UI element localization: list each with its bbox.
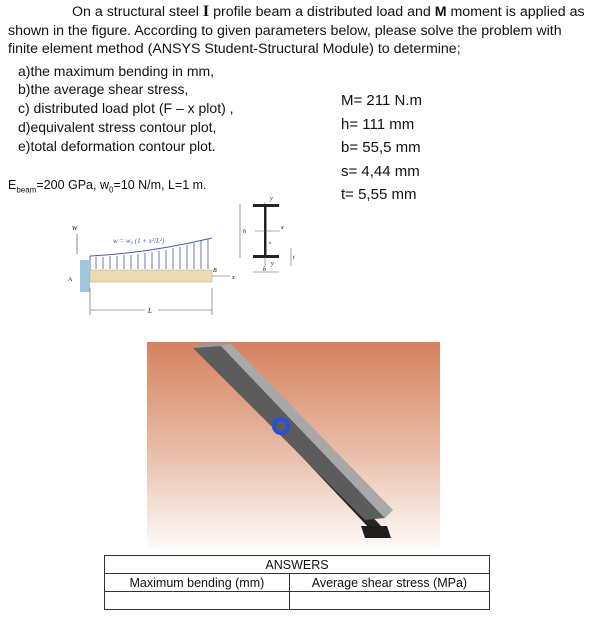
beam-body: [90, 270, 212, 282]
moment-symbol: M: [434, 4, 447, 20]
intro-text: profile beam a distributed load and: [209, 4, 435, 20]
task-item-d: d)equivalent stress contour plot,: [18, 119, 217, 135]
intro-text: On a structural steel: [72, 4, 203, 20]
t-label: t: [293, 255, 295, 261]
e-value: =200 GPa, w: [36, 178, 109, 192]
answers-table: [104, 555, 490, 610]
point-a-label: A: [68, 277, 73, 283]
param-h: h= 111 mm: [341, 115, 415, 133]
h-label: h: [243, 229, 246, 235]
intro-line-2: shown in the figure. According to given parameters below, please solve the problem with: [8, 22, 562, 39]
x-axis-label: x: [232, 275, 235, 281]
e-subscript: beam: [16, 185, 37, 195]
param-moment: M= 211 N.m: [341, 92, 422, 109]
task-item-b: b)the average shear stress,: [18, 81, 189, 97]
problem-statement: [8, 3, 600, 59]
answer-max-bending[interactable]: [105, 592, 290, 610]
param-t: t= 5,55 mm: [341, 186, 417, 203]
intro-line-1: [8, 3, 600, 22]
material-parameters: [8, 178, 207, 195]
parameter-list: [341, 89, 422, 207]
answers-title: ANSWERS: [105, 556, 490, 574]
point-b-label: B: [213, 268, 217, 274]
s-label: s: [269, 241, 271, 246]
w-subscript: 0: [108, 185, 114, 195]
fixed-wall: [80, 260, 90, 292]
task-item-c: c) distributed load plot (F – x plot) ,: [18, 100, 234, 116]
i-section-diagram: [235, 192, 305, 282]
y-axis-bottom-label: y: [271, 261, 274, 267]
y-axis-top-label: y: [270, 196, 273, 202]
bottom-flange: [253, 255, 279, 258]
beam-3d-render: [147, 342, 440, 549]
col-max-bending: Maximum bending (mm): [105, 574, 290, 592]
param-b: b= 55,5 mm: [341, 139, 421, 156]
w-axis-label: w: [72, 223, 78, 232]
i-profile-symbol: I: [202, 3, 210, 20]
x-axis-label: x: [281, 225, 284, 231]
intro-line-3: finite element method (ANSYS Student-Structural Module) to determine;: [8, 41, 461, 58]
load-equation: w = w₀ (1 + x²/L²): [113, 237, 165, 245]
task-item-e: e)total deformation contour plot.: [18, 138, 216, 154]
top-flange: [253, 204, 279, 207]
e-label: E: [8, 178, 17, 192]
answer-avg-shear[interactable]: [289, 592, 489, 610]
intro-text: moment is applied as: [446, 4, 585, 20]
task-item-a: a)the maximum bending in mm,: [18, 63, 215, 79]
beam-load-diagram: [60, 210, 240, 325]
b-label: b: [263, 267, 266, 273]
w-value: =10 N/m, L=1 m.: [113, 178, 207, 192]
col-avg-shear: Average shear stress (MPa): [289, 574, 489, 592]
beam-bottom-flange-end: [361, 526, 391, 538]
param-s: s= 4,44 mm: [341, 162, 420, 180]
length-label: L: [148, 307, 152, 315]
